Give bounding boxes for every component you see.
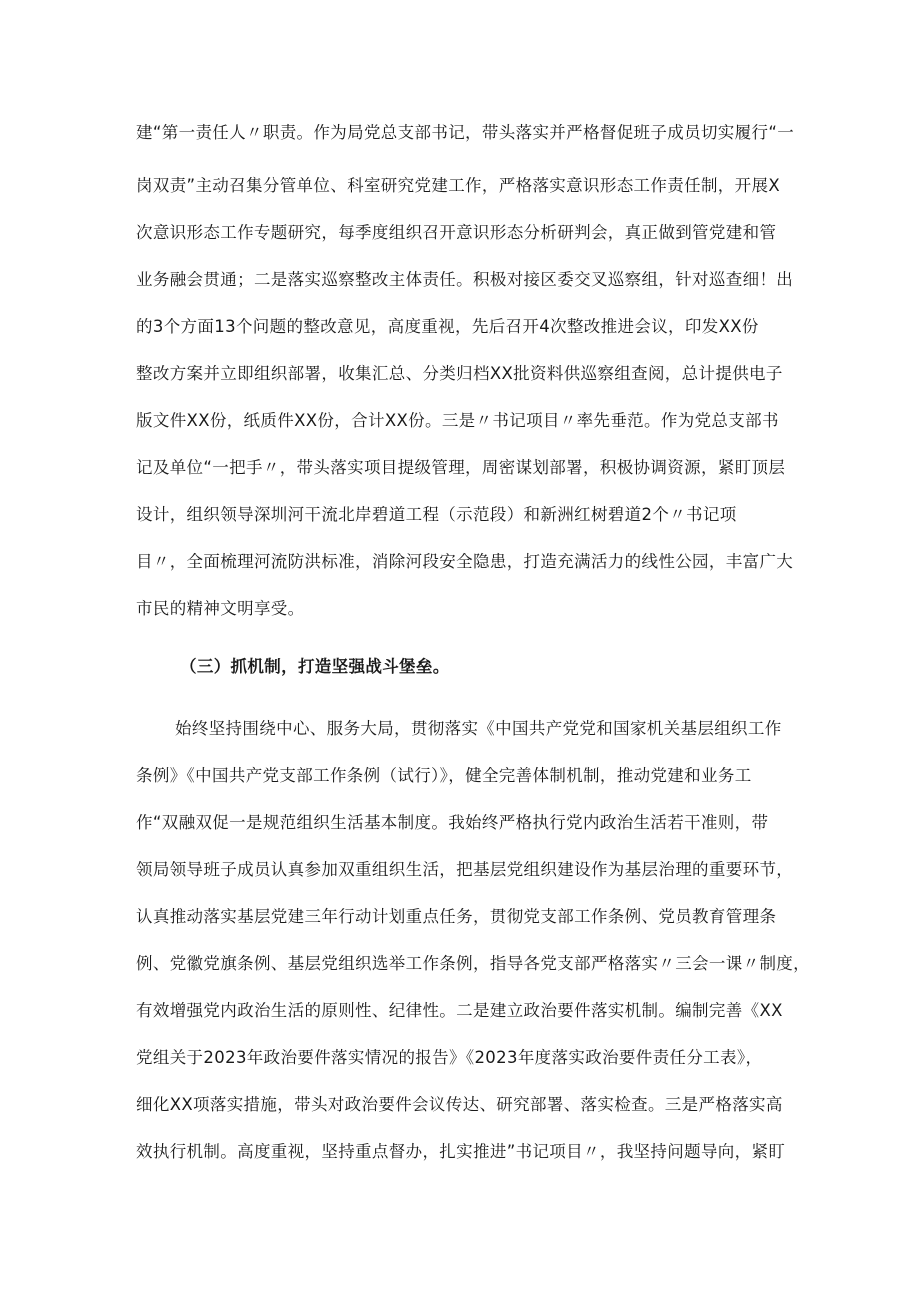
text-line: 始终坚持围绕中心、服务大局，贯彻落实《中国共产党党和国家机关基层组织工作 — [175, 719, 782, 738]
text-line: 例、党徽党旗条例、基层党组织选举工作条例，指导各党支部严格落实〃三会一课〃制度， — [136, 954, 810, 973]
text-line: 有效增强党内政治生活的原则性、纪律性。二是建立政治要件落实机制。编制完善《XX — [136, 1001, 783, 1020]
text-line: 业务融会贯通；二是落实巡察整改主体责任。积极对接区委交叉巡察组，针对巡查细！出 — [136, 270, 794, 289]
text-line: 细化XX项落实措施，带头对政治要件会议传达、研究部署、落实检查。三是严格落实高 — [136, 1095, 783, 1114]
text-line: 记及单位“一把手〃，带头落实项目提级管理，周密谋划部署，积极协调资源，紧盯顶层 — [136, 458, 786, 477]
text-line: 认真推动落实基层党建三年行动计划重点任务，贯彻党支部工作条例、党员教育管理条 — [136, 907, 777, 926]
text-line: 版文件XX份，纸质件XX份，合计XX份。三是〃书记项目〃率先垂范。作为党总支部书 — [136, 411, 779, 430]
text-line: 条例》《中国共产党支部工作条例（试行）》，健全完善体制机制，推动党建和业务工 — [136, 766, 752, 785]
section-heading: （三）抓机制，打造坚强战斗堡垒。 — [180, 657, 450, 676]
text-line: 的3个方面13个问题的整改意见，高度重视，先后召开4次整改推进会议，印发XX份 — [136, 317, 759, 336]
text-line: 领局领导班子成员认真参加双重组织生活，把基层党组织建设作为基层治理的重要环节， — [136, 860, 794, 879]
text-line: 整改方案并立即组织部署，收集汇总、分类归档XX批资料供巡察组查阅，总计提供电子 — [136, 364, 783, 383]
text-line: 设计，组织领导深圳河干流北岸碧道工程（示范段）和新洲红树碧道2个〃书记项 — [136, 505, 737, 524]
text-line: 党组关于2023年政治要件落实情况的报告》《2023年度落实政治要件责任分工表》， — [136, 1048, 763, 1067]
text-line: 目〃，全面梳理河流防洪标准，消除河段安全隐患，打造充满活力的线性公园，丰富广大 — [136, 552, 794, 571]
text-line: 作“双融双促一是规范组织生活基本制度。我始终严格执行党内政治生活若干准则，带 — [136, 813, 769, 832]
text-line: 次意识形态工作专题研究，每季度组织召开意识形态分析研判会，真正做到管党建和管 — [136, 223, 777, 242]
text-line: 建“第一责任人〃职责。作为局党总支部书记，带头落实并严格督促班子成员切实履行“一 — [136, 123, 795, 142]
text-line: 效执行机制。高度重视，坚持重点督办，扎实推进”书记项目〃，我坚持问题导向，紧盯 — [136, 1142, 786, 1161]
text-line: 岗双责”主动召集分管单位、科室研究党建工作，严格落实意识形态工作责任制，开展X — [136, 176, 781, 195]
text-line: 市民的精神文明享受。 — [136, 599, 305, 618]
